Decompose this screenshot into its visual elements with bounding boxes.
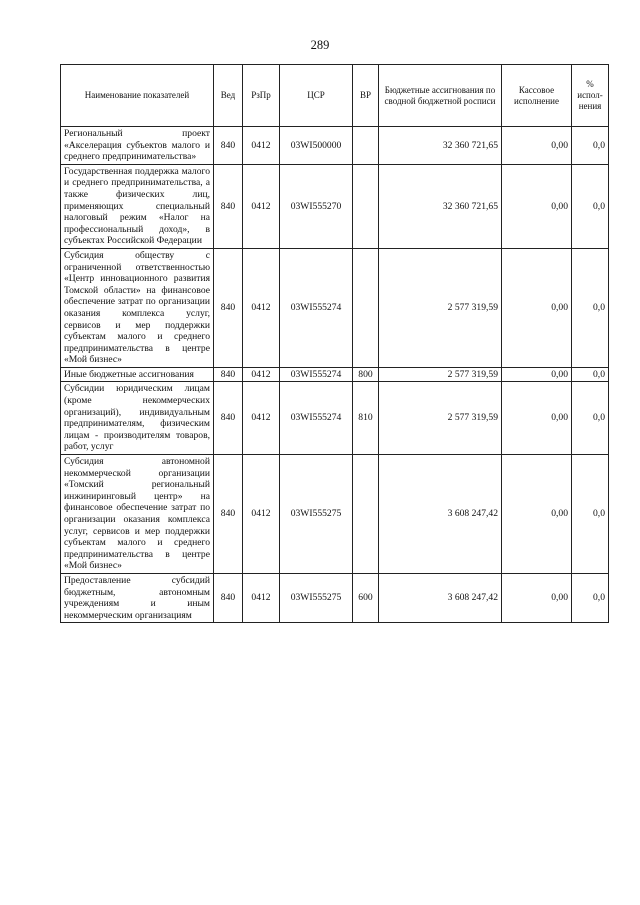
table-row <box>61 573 609 622</box>
row-cash: 0,00 <box>502 455 572 574</box>
row-vr <box>353 127 379 165</box>
row-name: Субсидия автономной некоммерческой организации «Томский региональный инжиниринговый центр» на финансовое обеспечение затрат по организации оказания комплекса услуг, сервисов и мер поддержки субъектам малого и среднего предпринимательства в центре «Мой бизнес» <box>61 455 214 574</box>
row-budget: 3 608 247,42 <box>379 455 502 574</box>
row-vr: 810 <box>353 382 379 455</box>
row-vr <box>353 164 379 248</box>
row-rzpr: 0412 <box>243 573 280 622</box>
row-name: Субсидии юридическим лицам (кроме некоммерческих организаций), индивидуальным предпринимателям, физическим лицам - производителям товаров, работ, услуг <box>61 382 214 455</box>
row-csr: 03WI555274 <box>280 248 353 367</box>
row-budget: 2 577 319,59 <box>379 367 502 382</box>
row-name: Региональный проект «Акселерация субъектов малого и среднего предпринимательства» <box>61 127 214 165</box>
row-ved: 840 <box>214 455 243 574</box>
row-name: Предоставление субсидий бюджетным, автономным учреждениям и иным некоммерческим организациям <box>61 573 214 622</box>
row-cash: 0,00 <box>502 127 572 165</box>
row-budget: 2 577 319,59 <box>379 382 502 455</box>
header-budget: Бюджетные ассигнования по сводной бюджетной росписи <box>379 65 502 127</box>
row-ved: 840 <box>214 382 243 455</box>
header-csr: ЦСР <box>280 65 353 127</box>
row-budget: 32 360 721,65 <box>379 164 502 248</box>
row-rzpr: 0412 <box>243 382 280 455</box>
row-csr: 03WI500000 <box>280 127 353 165</box>
table-header-row <box>61 65 609 127</box>
header-ved: Вед <box>214 65 243 127</box>
budget-execution-table <box>60 64 609 623</box>
row-budget: 3 608 247,42 <box>379 573 502 622</box>
row-rzpr: 0412 <box>243 127 280 165</box>
row-percent: 0,0 <box>572 573 609 622</box>
row-csr: 03WI555275 <box>280 573 353 622</box>
row-csr: 03WI555274 <box>280 367 353 382</box>
row-csr: 03WI555270 <box>280 164 353 248</box>
row-cash: 0,00 <box>502 164 572 248</box>
row-ved: 840 <box>214 367 243 382</box>
header-percent: % испол-нения <box>572 65 609 127</box>
row-name: Субсидия обществу с ограниченной ответственностью «Центр инновационного развития Томской области» на финансовое обеспечение затрат по организации оказания комплекса услуг, сервисов и мер поддержки субъектам малого и среднего предпринимательства в центре «Мой бизнес» <box>61 248 214 367</box>
table-row <box>61 367 609 382</box>
row-name: Иные бюджетные ассигнования <box>61 367 214 382</box>
row-rzpr: 0412 <box>243 248 280 367</box>
row-budget: 32 360 721,65 <box>379 127 502 165</box>
row-cash: 0,00 <box>502 248 572 367</box>
row-ved: 840 <box>214 164 243 248</box>
row-cash: 0,00 <box>502 367 572 382</box>
row-cash: 0,00 <box>502 573 572 622</box>
row-cash: 0,00 <box>502 382 572 455</box>
row-rzpr: 0412 <box>243 367 280 382</box>
row-percent: 0,0 <box>572 367 609 382</box>
row-vr <box>353 455 379 574</box>
row-rzpr: 0412 <box>243 164 280 248</box>
row-name: Государственная поддержка малого и среднего предпринимательства, а также физических лиц, применяющих специальный налоговый режим «Налог на профессиональный доход», в субъектах Российской Федерации <box>61 164 214 248</box>
table-row <box>61 382 609 455</box>
table-row <box>61 164 609 248</box>
row-rzpr: 0412 <box>243 455 280 574</box>
row-csr: 03WI555275 <box>280 455 353 574</box>
table-row <box>61 127 609 165</box>
row-percent: 0,0 <box>572 248 609 367</box>
row-budget: 2 577 319,59 <box>379 248 502 367</box>
header-cash: Кассовое исполнение <box>502 65 572 127</box>
row-vr <box>353 248 379 367</box>
header-vr: ВР <box>353 65 379 127</box>
row-ved: 840 <box>214 573 243 622</box>
row-vr: 800 <box>353 367 379 382</box>
row-ved: 840 <box>214 127 243 165</box>
row-percent: 0,0 <box>572 455 609 574</box>
header-name: Наименование показателей <box>61 65 214 127</box>
header-rzpr: РзПр <box>243 65 280 127</box>
row-vr: 600 <box>353 573 379 622</box>
row-csr: 03WI555274 <box>280 382 353 455</box>
table-row <box>61 248 609 367</box>
row-percent: 0,0 <box>572 127 609 165</box>
row-ved: 840 <box>214 248 243 367</box>
row-percent: 0,0 <box>572 382 609 455</box>
page-number: 289 <box>310 38 330 52</box>
row-percent: 0,0 <box>572 164 609 248</box>
table-row <box>61 455 609 574</box>
